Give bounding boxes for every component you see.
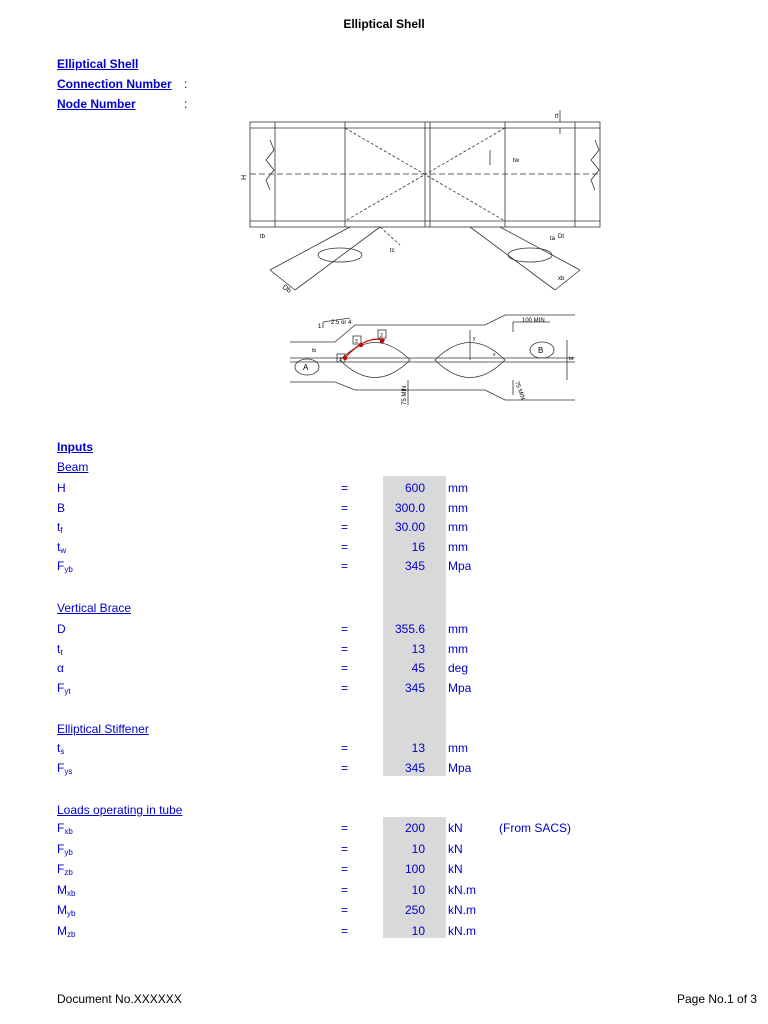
dim-Dt: Dt <box>558 234 564 240</box>
input-symbol <box>57 681 71 696</box>
equals-sign: = <box>341 559 349 573</box>
input-symbol <box>57 903 75 918</box>
input-symbol-subscript: zb <box>64 868 73 877</box>
input-symbol-main: B <box>57 500 66 515</box>
input-value-cell[interactable]: 100 <box>404 862 425 876</box>
input-symbol <box>57 661 64 675</box>
input-symbol-main: M <box>57 882 67 897</box>
input-value-cell[interactable]: 10 <box>411 923 425 938</box>
input-symbol-subscript: yt <box>64 686 71 696</box>
input-value-cell[interactable]: 300.0 <box>394 500 425 515</box>
input-value-cell[interactable]: 345 <box>404 761 425 775</box>
input-symbol-subscript: yb <box>67 909 76 918</box>
equals-sign: = <box>341 622 349 636</box>
min-100-label: 100 MIN <box>522 318 545 324</box>
input-value-cell[interactable]: 600 <box>404 481 425 495</box>
input-symbol-main: F <box>57 841 65 856</box>
input-value-cell[interactable]: 345 <box>404 680 425 695</box>
node-1-label: 1 <box>339 357 342 363</box>
min-75-right: 75 MIN <box>513 380 526 401</box>
input-value-cell[interactable]: 250 <box>404 903 425 917</box>
input-symbol-subscript: ys <box>64 767 73 776</box>
input-value-cell[interactable]: 10 <box>411 882 425 897</box>
node-3-label: 3 <box>355 339 358 345</box>
dim-ta: ta <box>550 236 556 242</box>
input-value-cell[interactable]: 13 <box>411 741 425 755</box>
node-2-label: 2 <box>380 333 383 339</box>
input-symbol-subscript: yb <box>64 565 73 574</box>
input-value-cell[interactable]: 45 <box>411 661 425 675</box>
connection-number-label[interactable]: Connection Number <box>57 77 172 91</box>
input-symbol <box>57 761 72 776</box>
node-number-colon: : <box>184 97 188 111</box>
equals-sign: = <box>341 741 349 755</box>
slope-label: 2.5 or 4 <box>331 320 352 326</box>
input-unit: kN.m <box>448 903 476 917</box>
dim-bt: bt <box>569 356 574 362</box>
input-symbol-main: M <box>57 903 67 917</box>
input-symbol-main: F <box>57 559 65 573</box>
equals-sign: = <box>341 661 349 675</box>
equals-sign: = <box>341 481 349 495</box>
equals-sign: = <box>341 882 349 897</box>
vertical-brace-heading[interactable]: Vertical Brace <box>57 601 132 615</box>
input-symbol <box>57 741 64 756</box>
dim-tc: tc <box>390 248 395 254</box>
input-symbol-subscript: yb <box>64 847 73 857</box>
input-symbol-main: F <box>57 821 65 835</box>
connection-number-colon: : <box>184 77 188 91</box>
page-title: Elliptical Shell <box>343 17 425 31</box>
input-symbol-main: F <box>57 862 65 876</box>
input-symbol <box>57 481 66 495</box>
equals-sign: = <box>341 862 349 876</box>
input-symbol-main: M <box>57 923 67 938</box>
input-value-cell[interactable]: 13 <box>411 641 425 656</box>
input-symbol <box>57 924 75 939</box>
input-symbol <box>57 821 73 836</box>
input-unit: deg <box>448 661 469 675</box>
loads-heading[interactable]: Loads operating in tube <box>57 803 183 817</box>
dim-tb: tb <box>260 234 266 240</box>
input-unit: mm <box>448 641 468 656</box>
input-symbol-main: F <box>57 680 65 695</box>
equals-sign: = <box>341 903 349 917</box>
input-symbol <box>57 862 73 877</box>
input-symbol <box>57 520 63 535</box>
equals-sign: = <box>341 520 349 534</box>
equals-sign: = <box>341 641 349 656</box>
point-A-label: A <box>303 363 309 372</box>
equals-sign: = <box>341 841 349 856</box>
input-symbol-subscript: t <box>60 647 63 657</box>
dim-tf: tf <box>555 114 559 120</box>
input-unit: kN <box>448 821 463 835</box>
input-symbol <box>57 501 65 515</box>
axis-x: x <box>493 352 496 358</box>
equals-sign: = <box>341 500 349 515</box>
slope-one: 1 <box>318 324 322 330</box>
input-unit: mm <box>448 741 468 755</box>
min-75-left: 75 MIN <box>402 385 408 405</box>
input-unit: Mpa <box>448 761 472 775</box>
stiffener-detail-drawing <box>285 310 590 410</box>
dim-Db: Db <box>280 283 293 295</box>
input-symbol-subscript: zb <box>67 929 76 939</box>
input-unit: mm <box>448 622 468 636</box>
input-symbol <box>57 642 63 657</box>
node-number-label[interactable]: Node Number <box>57 97 136 111</box>
input-unit: kN.m <box>448 882 476 897</box>
input-value-cell[interactable]: 355.6 <box>394 622 425 636</box>
input-unit: mm <box>448 539 468 554</box>
dim-tw: tw <box>513 158 519 164</box>
input-symbol-main: t <box>57 520 61 534</box>
input-symbol-main: t <box>57 641 61 656</box>
dim-H: H <box>241 174 248 180</box>
input-symbol-main: t <box>57 539 61 554</box>
input-unit: mm <box>448 500 468 515</box>
input-symbol <box>57 622 66 636</box>
input-symbol <box>57 883 75 898</box>
dim-xb: xb <box>558 276 565 282</box>
input-unit: mm <box>448 481 468 495</box>
document-number: Document No.XXXXXX <box>57 992 182 1006</box>
point-B-label: B <box>538 346 544 355</box>
input-symbol-main: H <box>57 481 66 495</box>
equals-sign: = <box>341 761 349 775</box>
beam-section-heading[interactable]: Beam <box>57 460 89 474</box>
input-unit: kN <box>448 841 463 856</box>
elliptical-stiffener-heading[interactable]: Elliptical Stiffener <box>57 722 149 736</box>
input-note: (From SACS) <box>499 821 571 835</box>
axis-y: y <box>473 336 476 342</box>
input-symbol-main: α <box>57 661 64 675</box>
input-unit: mm <box>448 520 468 534</box>
load-input-column-shading <box>383 817 446 938</box>
input-symbol-subscript: w <box>60 545 67 555</box>
input-value-cell[interactable]: 16 <box>411 539 425 554</box>
input-symbol <box>57 559 73 574</box>
equals-sign: = <box>341 680 349 695</box>
input-symbol-subscript: f <box>60 526 63 535</box>
dim-tb-2: tb <box>312 348 317 354</box>
input-symbol <box>57 540 66 555</box>
input-value-cell[interactable]: 30.00 <box>394 520 425 534</box>
equals-sign: = <box>341 923 349 938</box>
input-symbol <box>57 842 73 857</box>
input-symbol-main: D <box>57 622 66 636</box>
input-symbol-subscript: s <box>60 747 65 756</box>
input-symbol-subscript: xb <box>64 827 73 836</box>
input-symbol-main: t <box>57 741 61 755</box>
input-value-cell[interactable]: 10 <box>411 841 425 856</box>
input-symbol-main: F <box>57 761 65 775</box>
inputs-heading[interactable]: Inputs <box>57 440 93 454</box>
input-symbol-subscript: xb <box>67 888 76 898</box>
input-unit: Mpa <box>448 680 472 695</box>
input-unit: Mpa <box>448 559 472 573</box>
input-value-cell[interactable]: 200 <box>404 821 425 835</box>
equals-sign: = <box>341 821 349 835</box>
beam-elevation-drawing <box>240 110 610 300</box>
input-unit: kN.m <box>448 923 476 938</box>
page-number: Page No.1 of 3 <box>677 992 758 1006</box>
input-unit: kN <box>448 862 463 876</box>
info-heading[interactable]: Elliptical Shell <box>57 57 139 71</box>
input-value-cell[interactable]: 345 <box>404 559 425 573</box>
equals-sign: = <box>341 539 349 554</box>
